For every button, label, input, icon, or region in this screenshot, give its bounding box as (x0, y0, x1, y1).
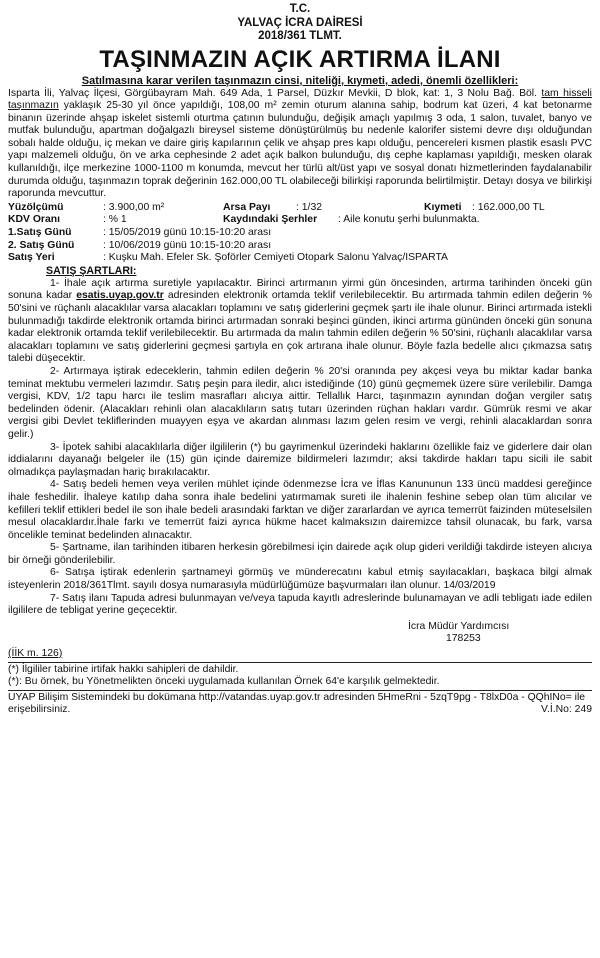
satis2-value: : 10/06/2019 günü 10:15-10:20 arası (103, 239, 272, 251)
signature-number: 178253 (446, 633, 481, 645)
kiymeti-value: : 162.000,00 TL (472, 201, 545, 213)
law-reference-text: (İİK m. 126) (8, 648, 63, 660)
condition-1 (8, 278, 592, 366)
divider (8, 662, 592, 663)
condition-5: 5- Şartname, ilan tarihinden itibaren herkesin görebilmesi için dairede açık olup gideri verildiği takdirde isteyen alıcıya bir örneği gönderilebilir. (8, 542, 592, 566)
vi-number: V.İ.No: 249 (540, 704, 592, 716)
satis1-value: : 15/05/2019 günü 10:15-10:20 arası (103, 227, 272, 239)
uyap-text: UYAP Bilişim Sistemindeki bu dokümana http://vatandas.uyap.gov.tr adresinden 5HmeRni - 5zqT9pg - T8lxD0a - QQhINo= ile erişebilirsiniz. (8, 691, 586, 716)
kaydindaki-label: Kaydındaki Şerhler (223, 214, 318, 226)
property-info-table (8, 202, 545, 265)
property-description (8, 88, 592, 201)
condition-2: 2- Artırmaya iştirak edeceklerin, tahmin edilen değerin % 20'si oranında pey akçesi veya bu miktar kadar banka teminat mektubu vermeleri lazımdır. Satış peşin para iledir, alıcı istediğinde (10) günü geçmemek üzere süre verilebilir. Damga vergisi, KDV, 1/2 tapu harcı ile teslim masrafları alıcıya aittir. Tellallık Harcı, taşınmazın aynından doğan vergiler satış bedelinden ödenir. (Alacakları rehinli olan alacaklıların satış tutarı üzerinden rüçhan hakları vardır. Gümrük resmi ve akar vergisi gibi Devlet tekliflerinden muayyen eşya ve akardan alınması lazım gelen resim ve vergi, rehinli alacaklardan sonra gelir.) (8, 365, 592, 440)
description-part2: yaklaşık 25-30 yıl önce yapıldığı, 108,00 m² zemin oturum alanına sahip, bodrum kat üzeri, 4 kat betonarme binanın üzerinde ahşap iskelet sistemli oturtma çatının bulunduğu, değişik amaçlı yapılmış 3 oda, 1 salon, tuvalet, banyo ve mutfak bulunduğu, apartman doğalgazlı bireysel sisteme dönüştürülmüş bu nedenle kalorifer sistemi devre dışı olduğundan sobalı halde olduğu, iç mekan ve daire giriş kapılarının çelik ve ahşap pres kapı olduğu, pencereleri kısmen plastik esaslı PVC yapı malzemeli olduğu, ön ve arka cephesinde 2 adet açık balkon bulunduğu, dış cephe kaplaması yapıldığı, mesken olarak kullanıldığı, ilçe merkezine 1000-1100 m konumda, mevcut her türlü alt/üst yapı ve sosyal donatı hizmetlerinden faydalanabilir durumda olduğu, taşınmazın toprak değerinin 162.000,00 TL olabileceği bilirkişi raporunda belirtilmiştir. Detayı dosya ve bilirkişi raporunda mevcuttur. (8, 100, 592, 200)
kdv-label: KDV Oranı (8, 214, 60, 226)
condition-7: 7- Satış ilanı Tapuda adresi bulunmayan ve/veya tapuda kayıtlı adreslerinde bulunamayan ve adli tebligatı iade edilen ilgililere de tebligat yerine geçecektir. (8, 592, 592, 617)
satis1-label: 1.Satış Günü (8, 227, 72, 239)
info-row (8, 252, 545, 265)
kdv-value: : % 1 (103, 214, 127, 226)
condition-1-b: adresinden elektronik ortamda teklif verilebilecektir. Bu artırmada tahmin edilen değerin % 50'sini ve rüçhanlı alacaklılar varsa alacakları toplamını ve satış giderlerini geçmek şartı ile ihale olunur. Birinci artırmada istekli bulunmadığı takdirde elektronik ortamda birinci artırmadan sonraki beşinci günden, ikinci artırma gününden önceki gün sonuna kadar elektronik ortamda teklif verilebilecektir. Bu artırmada da malın tahmin edilen değerin % 50'sini, rüçhanlı alacaklılar varsa alacakları toplamını ve satış giderlerini geçmesi şartıyla en çok artırana ihale olunur. Böyle fazla bedelle alıcı çıkmazsa satış talebi düşecektir. (8, 290, 593, 365)
page-title: TAŞINMAZIN AÇIK ARTIRMA İLANI (99, 45, 501, 73)
arsa-payi-label: Arsa Payı (223, 201, 271, 213)
yuzolcumu-label: Yüzölçümü (8, 201, 64, 213)
kaydindaki-value (338, 214, 545, 227)
description-part1: Isparta İli, Yalvaç İlçesi, Görgübayram Mah. 649 Ada, 1 Parsel, Düzkır Mevkii, D blok, kat: 1, 3 Nolu Bağ. Böl. (8, 87, 542, 99)
page-subtitle: Satılmasına karar verilen taşınmazın cinsi, niteliği, kıymeti, adedi, önemli özellikleri: (81, 74, 519, 87)
conditions-title: SATIŞ ŞARTLARI: (46, 264, 137, 277)
condition-6: 6- Satışa iştirak edenlerin şartnameyi görmüş ve münderecatını kabul etmiş sayılacakları, başkaca bilgi almak isteyenlerin 2018/361Tlmt. sayılı dosya numarasıyla müdürlüğümüze başvurmaları ilan olunur. 14/03/2019 (8, 567, 592, 592)
info-row (8, 227, 545, 240)
kiymeti-label: Kıymeti (424, 201, 462, 213)
footnote-2: (*): Bu örnek, bu Yönetmelikten önceki uygulamada kullanılan Örnek 64'e karşılık gelmektedir. (8, 676, 440, 688)
info-row (8, 214, 545, 227)
condition-4: 4- Satış bedeli hemen veya verilen mühlet içinde ödenmezse İcra ve İflas Kanununun 133 üncü maddesi gereğince ihale feshedilir. İhaleye katılıp daha sonra ihale bedelini yatırmamak sureti ile ihalenin feshine sebep olan tüm alıcılar ve kefilleri teklif ettikleri bedel ile son ihale bedeli arasındaki farktan ve diğer zararlardan ve ayrıca temerrüt faizinden müteselsilen mesul olacaklardır.İhale farkı ve temerrüt faizi ayrıca hükme hacet kalmaksızın dairemizce tahsil olunacak, bu fark, varsa öncelikle teminat bedelinden alınacaktır. (8, 479, 592, 541)
satis-yeri-value: : Kuşku Mah. Efeler Sk. Şoförler Cemiyeti Otopark Salonu Yalvaç/ISPARTA (103, 252, 448, 264)
header-file-number: 2018/361 TLMT. (258, 30, 342, 42)
description-underlined: tam hisseli taşınmazın (8, 87, 592, 112)
header-office: YALVAÇ İCRA DAİRESİ (237, 16, 363, 29)
arsa-payi-value: : 1/32 (296, 201, 322, 213)
condition-1-a: 1- İhale açık artırma suretiyle yapılacaktır. Birinci artırmanın yirmi gün öncesinden, artırma tarihinden önceki gün sonuna kadar (8, 277, 592, 302)
divider (8, 690, 592, 691)
law-reference (8, 648, 592, 661)
satis2-label: 2. Satış Günü (8, 239, 75, 251)
kaydindaki-value-text: : Aile konutu şerhi bulunmakta. (338, 214, 480, 226)
uyap-access-note (8, 692, 592, 717)
yuzolcumu-value: : 3.900,00 m² (103, 201, 165, 213)
esatis-link[interactable]: esatis.uyap.gov.tr (76, 290, 164, 302)
footnote-1: (*) İlgililer tabirine irtifak hakkı sahipleri de dahildir. (8, 663, 239, 675)
header-tc: T.C. (289, 3, 311, 15)
header-block (8, 3, 592, 44)
auction-notice-page (8, 3, 592, 952)
signature-role: İcra Müdür Yardımcısı (408, 620, 510, 632)
info-row (8, 202, 545, 215)
condition-3: 3- İpotek sahibi alacaklılarla diğer ilgililerin (*) bu gayrimenkul üzerindeki haklarını özellikle faiz ve giderlere dair olan iddialarını dayanağı belgeler ile (15) gün içinde dairemize bildirmeleri lazımdır; aksi takdirde hakları tapu sicili ile sabit olmadıkça paylaşmadan hariç bırakılacaktır. (8, 441, 592, 478)
satis-yeri-label: Satış Yeri (8, 252, 55, 264)
info-row (8, 240, 545, 253)
